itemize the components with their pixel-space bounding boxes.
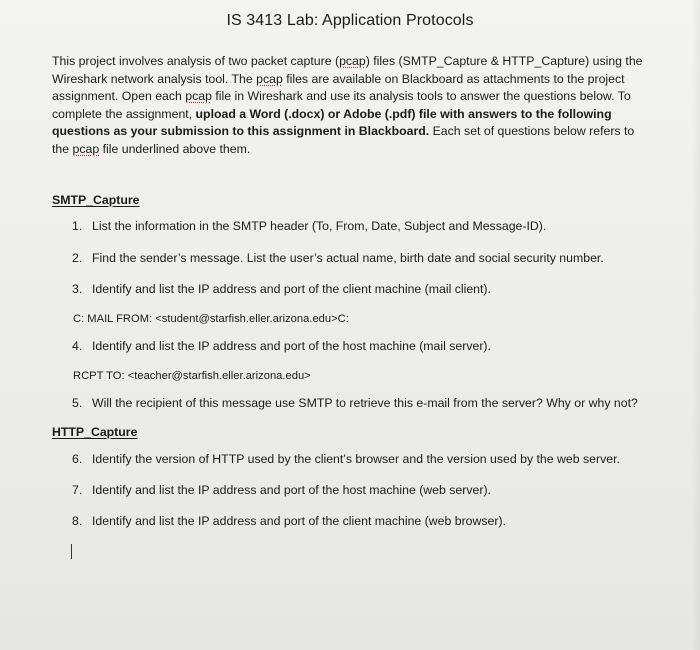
pcap-word: pcap: [72, 141, 100, 156]
pcap-word: pcap: [185, 89, 212, 103]
smtp-note-mail-from: C: MAIL FROM: <student@starfish.eller.arizona.edu>C:: [73, 313, 349, 325]
pcap-word: pcap: [339, 54, 366, 68]
section-heading-http: HTTP_Capture: [52, 425, 138, 439]
intro-paragraph: [52, 53, 652, 158]
intro-bold-instruction: upload a Word (.docx) or Adobe (.pdf) file with answers to the following questions as your submission to this assignment in Blackboard.: [52, 106, 612, 138]
question-7: [72, 483, 491, 497]
question-text: Identify and list the IP address and port of the client machine (mail client).: [92, 282, 491, 296]
question-number: 5.: [72, 396, 83, 410]
section-heading-smtp: SMTP_Capture: [52, 193, 140, 207]
page-edge-shadow: [692, 0, 700, 650]
question-1: [72, 219, 546, 233]
question-6: [72, 452, 620, 466]
question-8: [72, 514, 506, 528]
question-text: Identify and list the IP address and port of the client machine (web browser).: [92, 514, 506, 528]
intro-text: ) files (SMTP_Capture & HTTP_Capture) using the Wireshark network analysis tool. The: [52, 54, 643, 86]
question-text: Identify and list the IP address and port of the host machine (web server).: [92, 483, 491, 497]
question-2: [72, 251, 604, 265]
intro-text: This project involves analysis of two packet capture (: [52, 54, 340, 68]
question-number: 1.: [72, 219, 83, 233]
text-cursor[interactable]: [71, 544, 72, 559]
smtp-note-rcpt-to: RCPT TO: <teacher@starfish.eller.arizona.edu>: [73, 370, 311, 382]
question-number: 6.: [72, 452, 83, 466]
question-5: [72, 396, 638, 410]
intro-text: Each set of questions below refers to the: [52, 124, 635, 156]
intro-text: files are available on Blackboard as attachments to the project assignment. Open each: [52, 71, 625, 103]
question-text: Identify the version of HTTP used by the client’s browser and the version used by the web server.: [92, 452, 620, 466]
question-text: Identify and list the IP address and port of the host machine (mail server).: [92, 339, 491, 353]
question-4: [72, 339, 491, 353]
question-3: [72, 282, 491, 296]
question-text: List the information in the SMTP header (To, From, Date, Subject and Message-ID).: [92, 219, 547, 233]
question-number: 7.: [72, 483, 83, 497]
intro-text: file in Wireshark and use its analysis tools to answer the questions below. To complete the assignment,: [52, 89, 631, 121]
pcap-word: pcap: [256, 71, 283, 86]
page-title: IS 3413 Lab: Application Protocols: [226, 12, 474, 29]
question-number: 4.: [72, 339, 83, 353]
question-number: 8.: [72, 514, 83, 528]
question-number: 2.: [72, 251, 83, 265]
question-text: Find the sender’s message. List the user’s actual name, birth date and social security number.: [92, 251, 604, 265]
question-text: Will the recipient of this message use SMTP to retrieve this e-mail from the server? Why or why not?: [92, 396, 638, 410]
intro-text: file underlined above them.: [99, 141, 251, 156]
question-number: 3.: [72, 282, 83, 296]
